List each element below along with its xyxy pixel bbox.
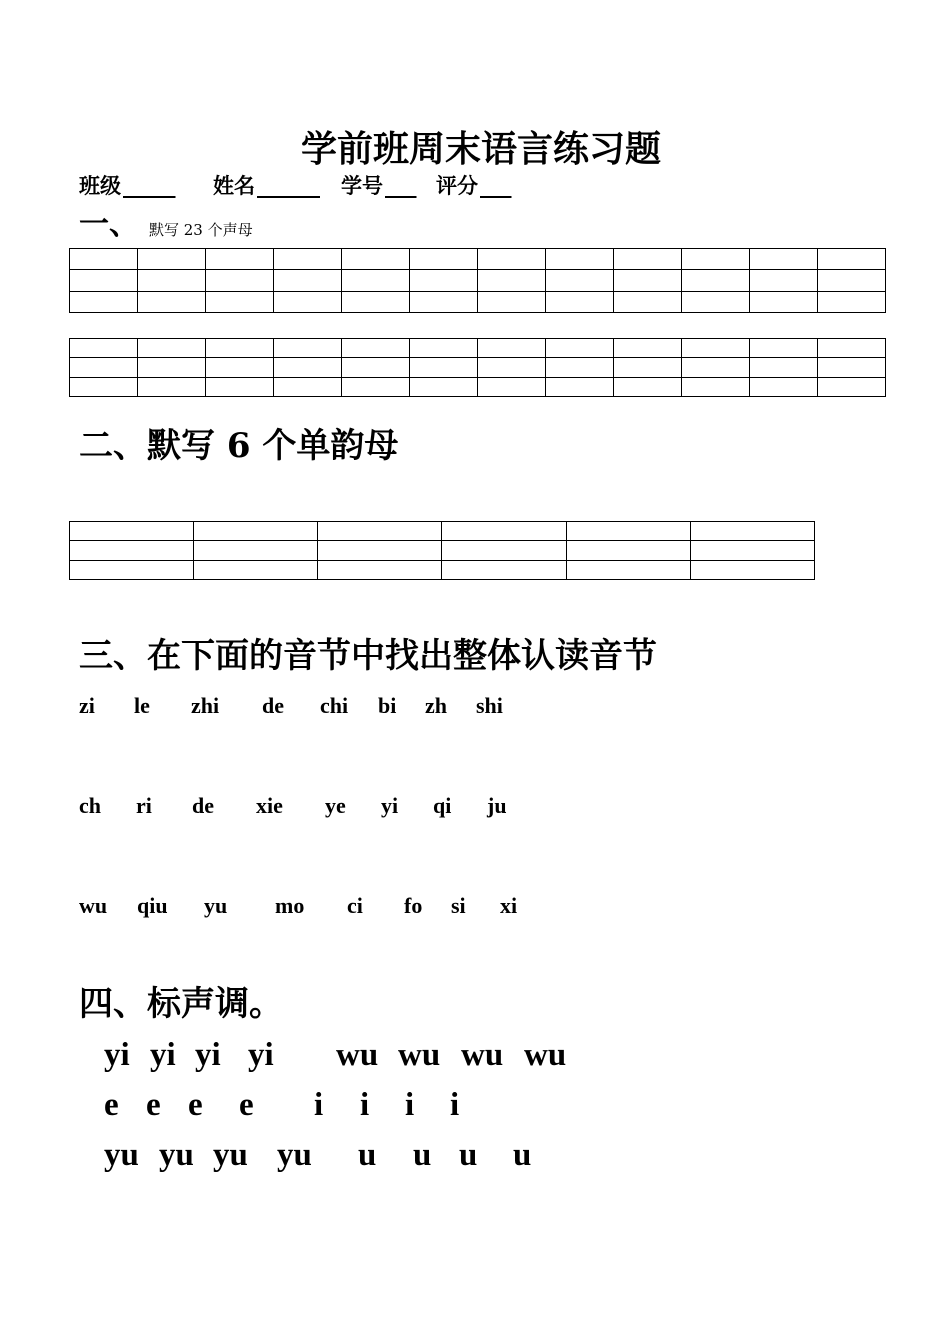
writing-cell[interactable]: [318, 541, 442, 560]
writing-cell[interactable]: [274, 339, 342, 358]
writing-cell[interactable]: [750, 270, 818, 291]
writing-cell[interactable]: [546, 291, 614, 312]
student-id-label: 学号: [341, 173, 383, 198]
writing-cell[interactable]: [342, 358, 410, 377]
writing-cell[interactable]: [274, 291, 342, 312]
writing-cell[interactable]: [138, 291, 206, 312]
syllable[interactable]: si: [451, 893, 466, 918]
tone-syllable[interactable]: u: [459, 1137, 478, 1173]
writing-cell[interactable]: [690, 522, 814, 541]
writing-cell[interactable]: [138, 249, 206, 270]
syllable[interactable]: le: [134, 693, 150, 718]
writing-cell[interactable]: [442, 560, 566, 579]
writing-cell[interactable]: [682, 291, 750, 312]
writing-cell[interactable]: [342, 339, 410, 358]
writing-cell[interactable]: [750, 291, 818, 312]
writing-cell[interactable]: [206, 377, 274, 396]
syllable[interactable]: qiu: [137, 893, 168, 918]
section-4-heading: 四、标声调。: [79, 984, 283, 1024]
writing-cell[interactable]: [138, 358, 206, 377]
writing-cell[interactable]: [138, 339, 206, 358]
writing-cell[interactable]: [682, 377, 750, 396]
syllable[interactable]: wu: [79, 893, 108, 918]
writing-cell[interactable]: [750, 249, 818, 270]
writing-cell[interactable]: [342, 270, 410, 291]
section-1-number: 一、: [79, 207, 139, 242]
syllable[interactable]: chi: [320, 693, 349, 718]
class-blank[interactable]: _____: [123, 173, 176, 198]
writing-cell[interactable]: [818, 291, 886, 312]
writing-cell[interactable]: [70, 270, 138, 291]
writing-cell[interactable]: [274, 249, 342, 270]
writing-cell[interactable]: [818, 358, 886, 377]
writing-cell[interactable]: [410, 270, 478, 291]
tone-syllable[interactable]: yu: [277, 1137, 312, 1173]
syllable[interactable]: qi: [433, 793, 452, 818]
syllable[interactable]: xie: [256, 793, 283, 818]
finals-writing-grid: [69, 521, 815, 580]
tone-syllable[interactable]: e: [146, 1087, 161, 1123]
writing-cell[interactable]: [546, 249, 614, 270]
writing-cell[interactable]: [342, 291, 410, 312]
writing-cell[interactable]: [750, 339, 818, 358]
writing-cell[interactable]: [442, 541, 566, 560]
initials-writing-grid-2: [69, 338, 886, 397]
writing-cell[interactable]: [614, 377, 682, 396]
name-label: 姓名: [213, 173, 255, 198]
writing-cell[interactable]: [410, 377, 478, 396]
tone-syllable[interactable]: yi: [195, 1037, 221, 1073]
writing-cell[interactable]: [342, 249, 410, 270]
writing-cell[interactable]: [750, 358, 818, 377]
writing-cell[interactable]: [138, 270, 206, 291]
syllable[interactable]: zh: [425, 693, 447, 718]
writing-cell[interactable]: [478, 291, 546, 312]
writing-cell[interactable]: [410, 358, 478, 377]
initials-writing-grid-1: [69, 248, 886, 313]
writing-cell[interactable]: [138, 377, 206, 396]
writing-cell[interactable]: [818, 270, 886, 291]
writing-cell[interactable]: [194, 560, 318, 579]
writing-cell[interactable]: [478, 358, 546, 377]
writing-cell[interactable]: [818, 249, 886, 270]
writing-cell[interactable]: [206, 249, 274, 270]
tone-syllable[interactable]: yi: [150, 1037, 176, 1073]
tone-syllable[interactable]: i: [405, 1087, 415, 1123]
writing-cell[interactable]: [194, 541, 318, 560]
syllable[interactable]: de: [192, 793, 214, 818]
syllable[interactable]: zi: [79, 693, 95, 718]
writing-cell[interactable]: [566, 541, 690, 560]
tone-syllable[interactable]: i: [314, 1087, 324, 1123]
tone-syllable[interactable]: wu: [461, 1037, 504, 1073]
tone-syllable[interactable]: i: [360, 1087, 370, 1123]
writing-cell[interactable]: [818, 377, 886, 396]
syllable[interactable]: zhi: [191, 693, 220, 718]
writing-cell[interactable]: [614, 270, 682, 291]
writing-cell[interactable]: [206, 358, 274, 377]
syllable[interactable]: yu: [204, 893, 228, 918]
page-title: 学前班周末语言练习题: [300, 128, 661, 170]
score-label: 评分: [436, 173, 478, 198]
writing-cell[interactable]: [70, 377, 138, 396]
writing-cell[interactable]: [546, 358, 614, 377]
writing-cell[interactable]: [682, 358, 750, 377]
writing-cell[interactable]: [478, 270, 546, 291]
syllable[interactable]: ye: [325, 793, 346, 818]
writing-cell[interactable]: [194, 522, 318, 541]
syllable[interactable]: yi: [381, 793, 399, 818]
tone-syllable[interactable]: yu: [104, 1137, 139, 1173]
writing-cell[interactable]: [566, 560, 690, 579]
writing-cell[interactable]: [614, 358, 682, 377]
tone-syllable[interactable]: e: [239, 1087, 254, 1123]
tone-syllable[interactable]: yu: [159, 1137, 194, 1173]
writing-cell[interactable]: [566, 522, 690, 541]
tone-syllable[interactable]: yi: [248, 1037, 274, 1073]
writing-cell[interactable]: [206, 291, 274, 312]
syllable[interactable]: mo: [275, 893, 305, 918]
writing-cell[interactable]: [682, 339, 750, 358]
writing-cell[interactable]: [750, 377, 818, 396]
writing-cell[interactable]: [690, 560, 814, 579]
writing-cell[interactable]: [70, 358, 138, 377]
tone-syllable[interactable]: u: [513, 1137, 532, 1173]
writing-cell[interactable]: [318, 560, 442, 579]
writing-cell[interactable]: [478, 249, 546, 270]
writing-cell[interactable]: [614, 339, 682, 358]
section-1-instruction: 默写 23 个声母: [149, 221, 253, 239]
writing-cell[interactable]: [274, 270, 342, 291]
writing-cell[interactable]: [274, 358, 342, 377]
writing-cell[interactable]: [70, 560, 194, 579]
tone-syllable[interactable]: u: [358, 1137, 377, 1173]
writing-cell[interactable]: [818, 339, 886, 358]
tone-syllable[interactable]: e: [104, 1087, 119, 1123]
writing-cell[interactable]: [546, 270, 614, 291]
syllable[interactable]: fo: [404, 893, 423, 918]
tone-syllable[interactable]: wu: [336, 1037, 379, 1073]
syllable[interactable]: bi: [378, 693, 397, 718]
writing-cell[interactable]: [70, 339, 138, 358]
syllable[interactable]: ri: [136, 793, 152, 818]
writing-cell[interactable]: [682, 249, 750, 270]
writing-cell[interactable]: [410, 249, 478, 270]
tone-syllable[interactable]: wu: [524, 1037, 567, 1073]
writing-cell[interactable]: [410, 291, 478, 312]
student-id-blank[interactable]: ___: [385, 173, 417, 198]
writing-cell[interactable]: [206, 339, 274, 358]
score-blank[interactable]: ___: [480, 173, 512, 198]
name-blank[interactable]: ______: [257, 173, 320, 198]
writing-cell[interactable]: [318, 522, 442, 541]
writing-cell[interactable]: [70, 249, 138, 270]
section-3-heading: 三、在下面的音节中找出整体认读音节: [79, 636, 657, 676]
writing-cell[interactable]: [614, 291, 682, 312]
writing-cell[interactable]: [70, 522, 194, 541]
writing-cell[interactable]: [478, 339, 546, 358]
writing-cell[interactable]: [442, 522, 566, 541]
writing-cell[interactable]: [546, 339, 614, 358]
syllable[interactable]: de: [262, 693, 284, 718]
tone-syllable[interactable]: i: [450, 1087, 460, 1123]
section-2-heading: 二、默写 6 个单韵母: [79, 426, 399, 466]
syllable[interactable]: ju: [487, 793, 507, 818]
tone-syllable[interactable]: wu: [398, 1037, 441, 1073]
writing-cell[interactable]: [478, 377, 546, 396]
writing-cell[interactable]: [206, 270, 274, 291]
writing-cell[interactable]: [682, 270, 750, 291]
tone-syllable[interactable]: yu: [213, 1137, 248, 1173]
syllable[interactable]: xi: [500, 893, 518, 918]
writing-cell[interactable]: [410, 339, 478, 358]
writing-cell[interactable]: [70, 291, 138, 312]
writing-cell[interactable]: [690, 541, 814, 560]
writing-cell[interactable]: [342, 377, 410, 396]
class-label: 班级: [79, 173, 121, 198]
tone-syllable[interactable]: e: [188, 1087, 203, 1123]
writing-cell[interactable]: [274, 377, 342, 396]
syllable[interactable]: ci: [347, 893, 363, 918]
writing-cell[interactable]: [614, 249, 682, 270]
tone-syllable[interactable]: u: [413, 1137, 432, 1173]
writing-cell[interactable]: [70, 541, 194, 560]
writing-cell[interactable]: [546, 377, 614, 396]
syllable[interactable]: shi: [476, 693, 503, 718]
syllable[interactable]: ch: [79, 793, 101, 818]
tone-syllable[interactable]: yi: [104, 1037, 130, 1073]
